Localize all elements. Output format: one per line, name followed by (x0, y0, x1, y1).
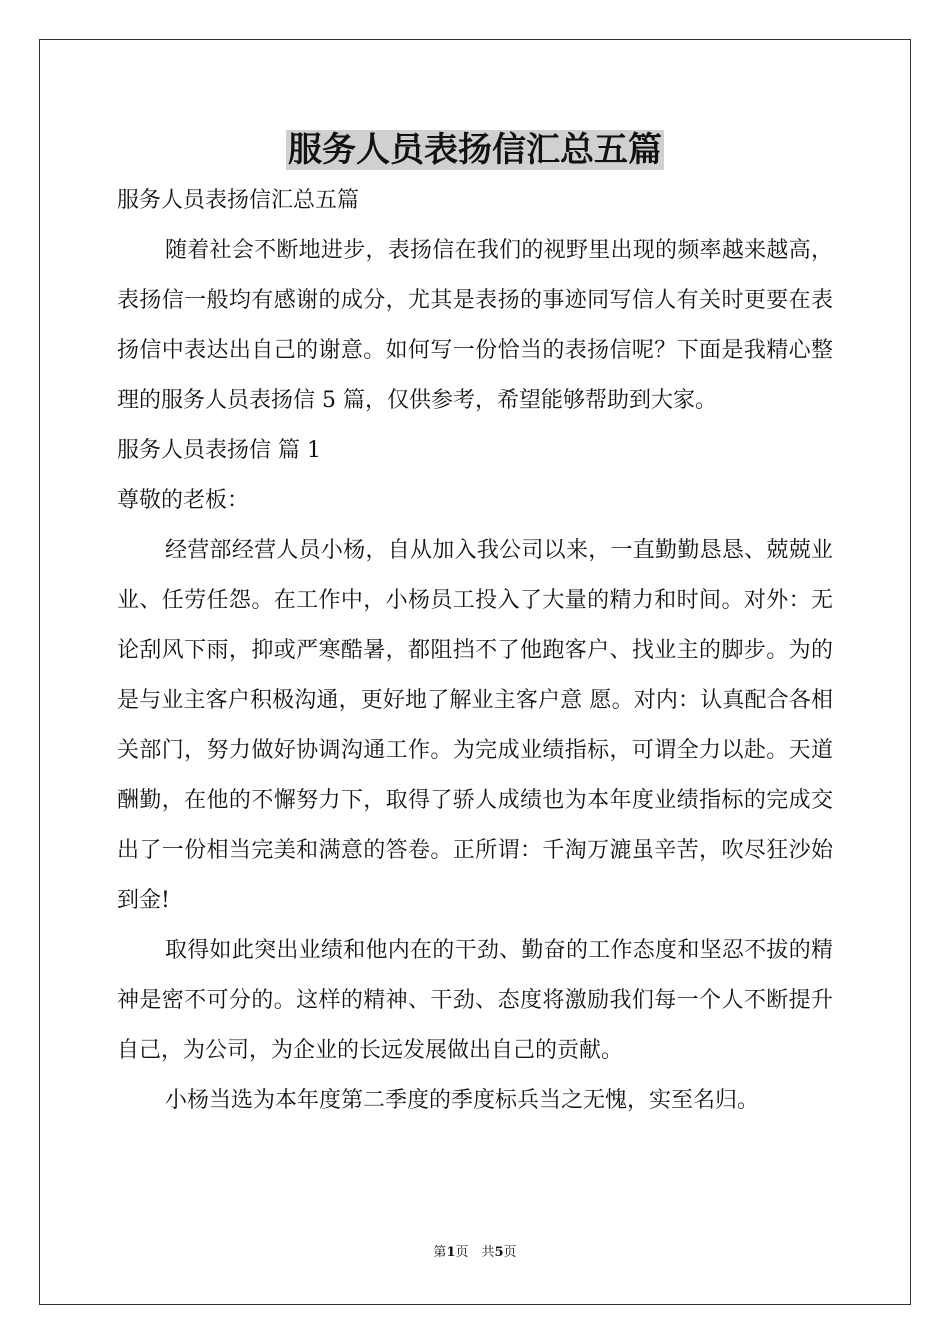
footer-page-prefix: 第 (433, 1245, 447, 1260)
body-paragraph: 经营部经营人员小杨，自从加入我公司以来，一直勤勤恳恳、兢兢业业、任劳任怨。在工作中，小杨员工投入了大量的精力和时间。对外：无论刮风下雨，抑或严寒酷暑，都阻挡不了他跑客户、找业主的脚步。为的是与业主客户积极沟通，更好地了解业主客户意 愿。对内：认真配合各相关部门，努力做好协调沟通工作。为完成业绩指标，可谓全力以赴。天道酬勤，在他的不懈努力下，取得了骄人成绩也为本年度业绩指标的完成交出了一份相当完美和满意的答卷。正所谓：千淘万漉虽辛苦，吹尽狂沙始到金! (117, 538, 833, 913)
body-paragraph: 随着社会不断地进步，表扬信在我们的视野里出现的频率越来越高，表扬信一般均有感谢的成分，尤其是表扬的事迹同写信人有关时更要在表扬信中表达出自己的谢意。如何写一份恰当的表扬信呢？下面是我精心整理的服务人员表扬信 5 篇，仅供参考，希望能够帮助到大家。 (117, 238, 833, 413)
footer-page-suffix: 页 (503, 1245, 517, 1260)
page-footer (0, 1243, 950, 1263)
footer-page-total: 5 (494, 1245, 504, 1260)
footer-page-mid: 页 共 (455, 1245, 495, 1260)
document-title (0, 126, 950, 174)
document-body (117, 176, 833, 1126)
body-paragraph: 小杨当选为本年度第二季度的季度标兵当之无愧，实至名归。 (165, 1088, 760, 1113)
document-title-text: 服务人员表扬信汇总五篇 (288, 130, 662, 170)
body-paragraph: 取得如此突出业绩和他内在的干劲、勤奋的工作态度和坚忍不拔的精神是密不可分的。这样的精神、干劲、态度将激励我们每一个人不断提升自己，为公司，为企业的长远发展做出自己的贡献。 (117, 938, 833, 1063)
salutation: 尊敬的老板： (117, 488, 250, 513)
section-heading: 服务人员表扬信 篇 1 (117, 438, 321, 463)
footer-page-current: 1 (446, 1245, 456, 1260)
body-paragraph: 服务人员表扬信汇总五篇 (117, 188, 360, 213)
